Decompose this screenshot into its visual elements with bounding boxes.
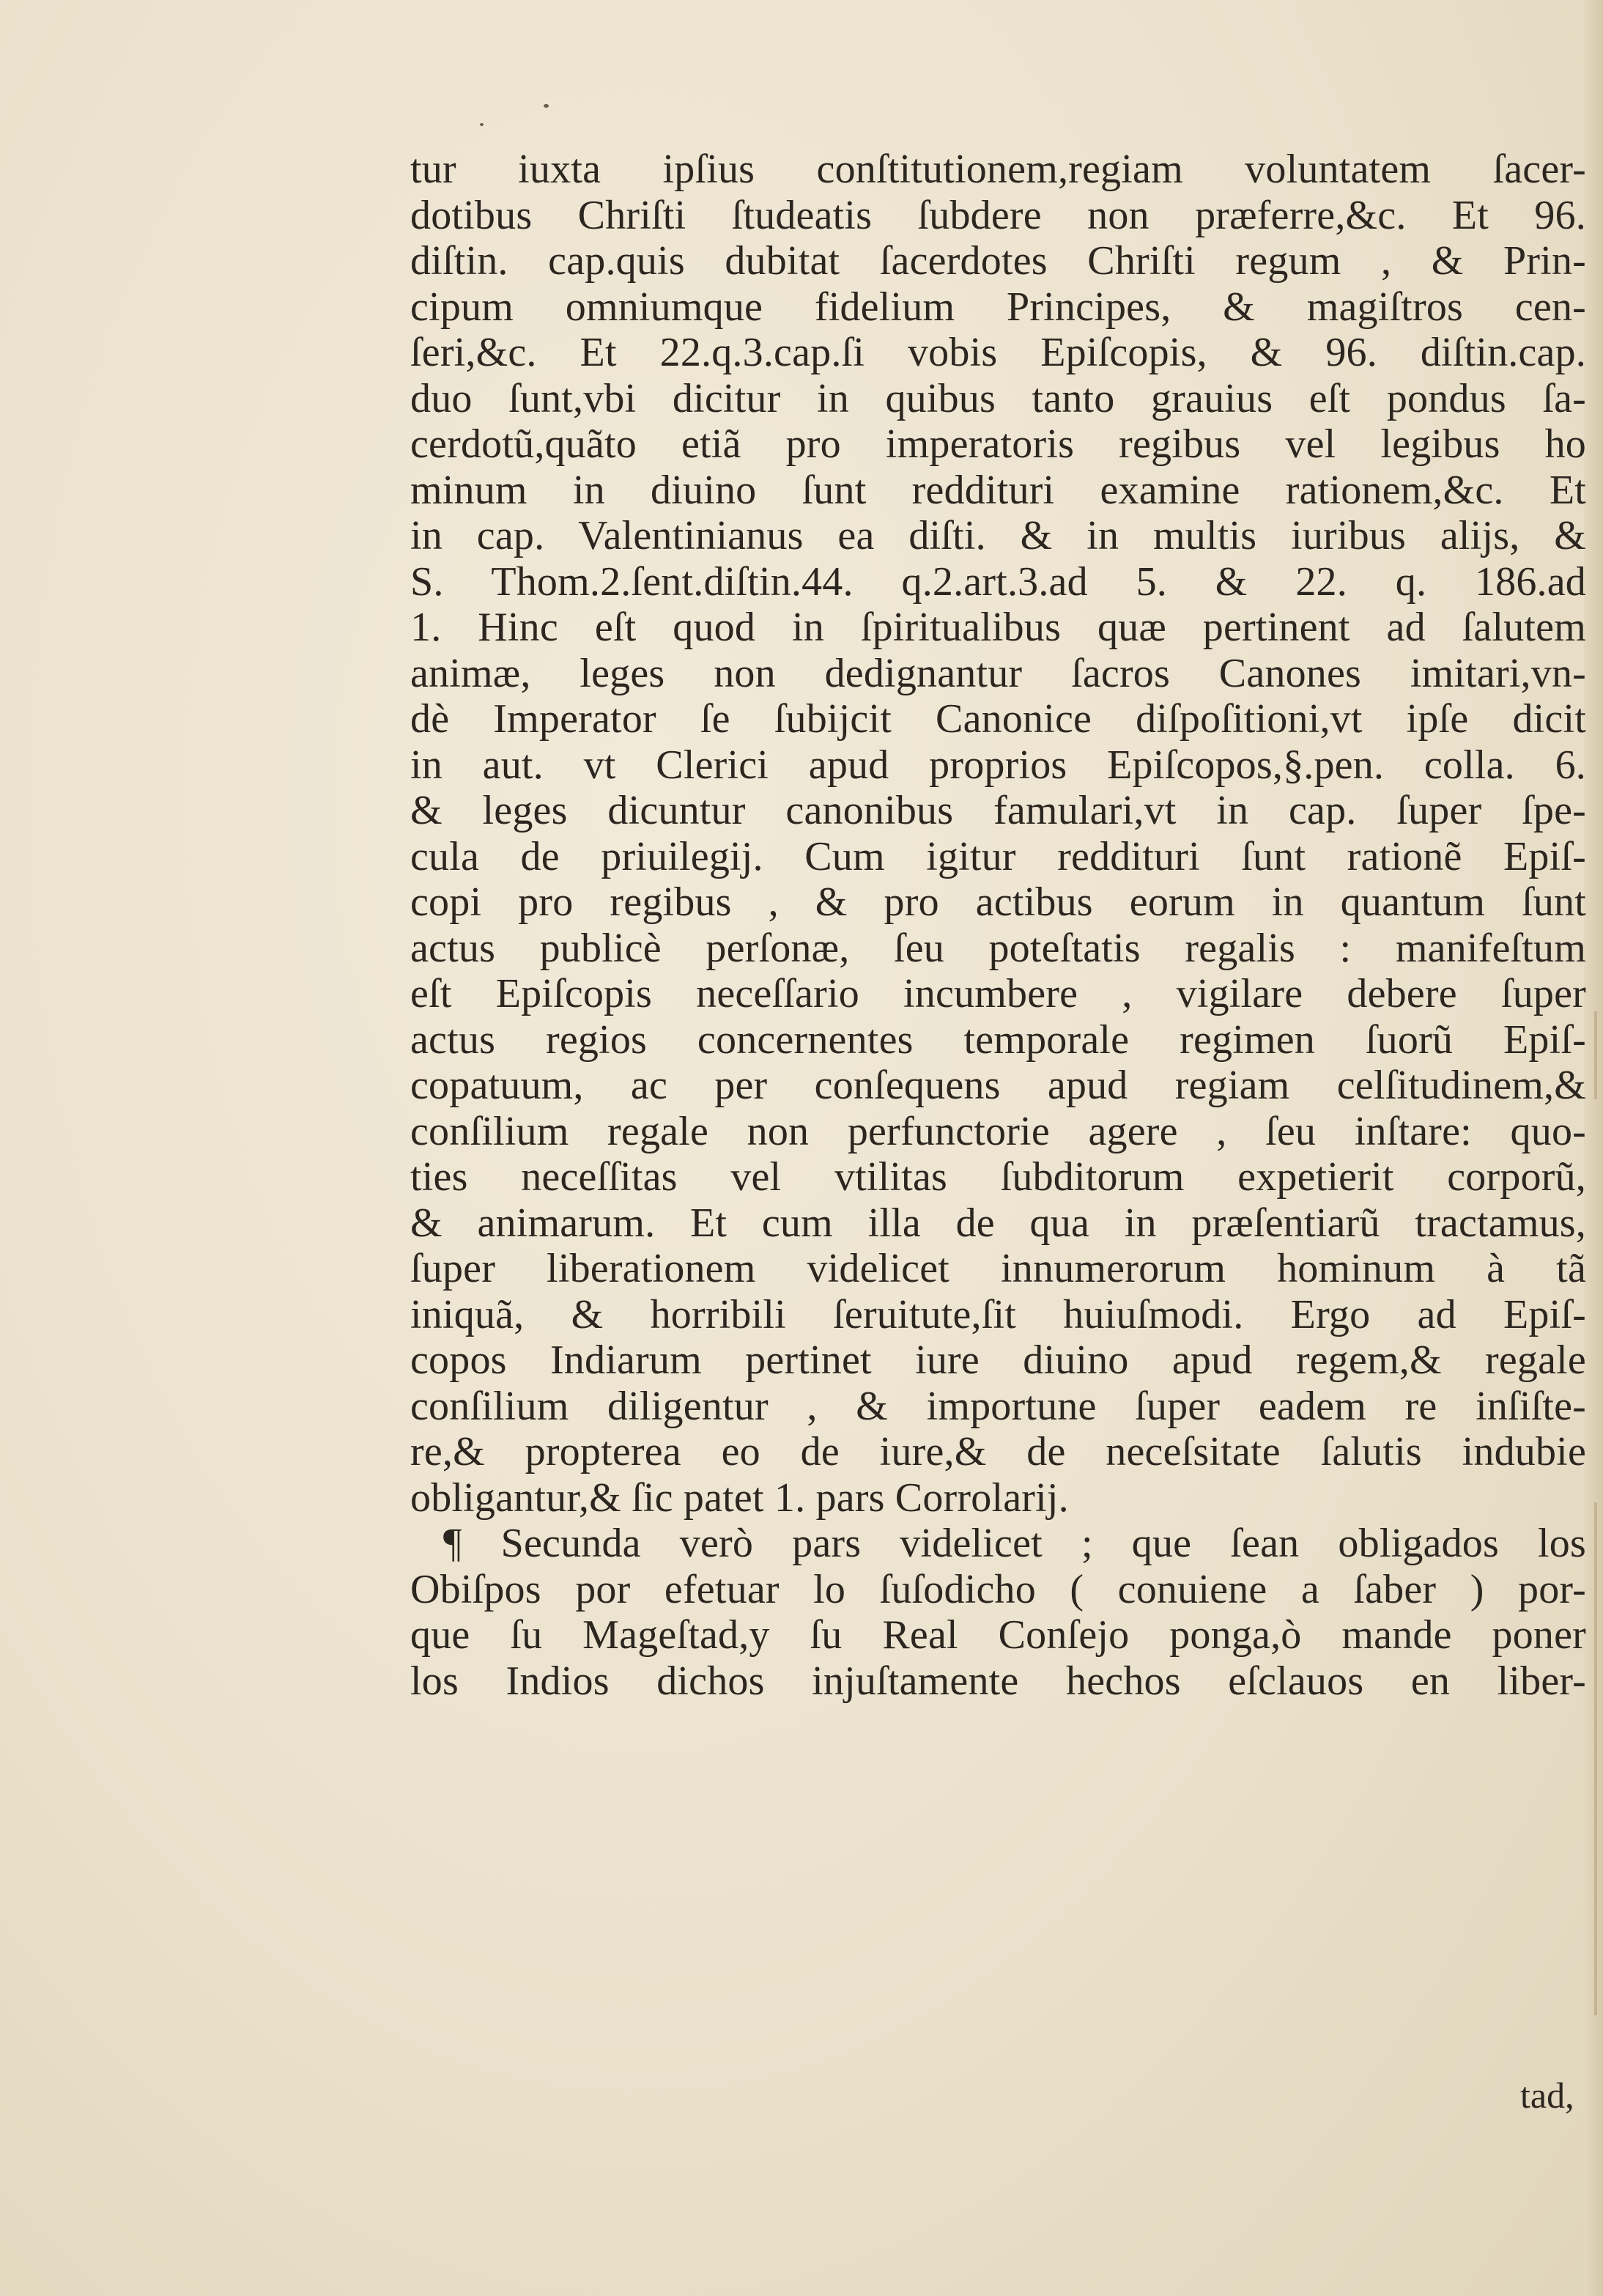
text-line: ſuper liberationem videlicet innumerorum hominum à tã xyxy=(410,1246,1586,1291)
text-line: dè Imperator ſe ſubijcit Canonice diſpoſitioni,vt ipſe dicit xyxy=(410,696,1586,742)
text-line: eſt Epiſcopis neceſſario incumbere , vigilare debere ſuper xyxy=(410,971,1586,1016)
text-line: & animarum. Et cum illa de qua in præſentiarũ tractamus, xyxy=(410,1200,1586,1246)
ink-speck xyxy=(480,123,484,126)
text-line: conſilium diligentur , & importune ſuper eadem re inſiſte- xyxy=(410,1383,1586,1429)
text-line: los Indios dichos injuſtamente hechos eſclauos en liber- xyxy=(410,1658,1586,1704)
text-line: minum in diuino ſunt reddituri examine rationem,&c. Et xyxy=(410,467,1586,513)
ink-speck xyxy=(544,104,549,108)
text-line: dotibus Chriſti ſtudeatis ſubdere non præferre,&c. Et 96. xyxy=(410,192,1586,238)
page-edge-mark xyxy=(1594,1502,1597,2015)
text-line: cula de priuilegij. Cum igitur reddituri ſunt rationẽ Epiſ- xyxy=(410,833,1586,879)
text-line: obligantur,& ſic patet 1. pars Corrolarij. xyxy=(410,1474,1069,1521)
text-line: & leges dicuntur canonibus famulari,vt in cap. ſuper ſpe- xyxy=(410,788,1586,833)
text-line: diſtin. cap.quis dubitat ſacerdotes Chriſti regum , & Prin- xyxy=(410,238,1586,284)
catchword: tad, xyxy=(1520,2075,1574,2116)
text-line: ¶ Secunda verò pars videlicet ; que ſean obligados los xyxy=(443,1521,1586,1566)
text-line: iniquã, & horribili ſeruitute,ſit huiuſmodi. Ergo ad Epiſ- xyxy=(410,1291,1586,1337)
text-line: que ſu Mageſtad,y ſu Real Conſejo ponga,ò mande poner xyxy=(410,1612,1586,1658)
text-line: copatuum, ac per conſequens apud regiam celſitudinem,& xyxy=(410,1063,1586,1108)
text-line: in cap. Valentinianus ea diſti. & in multis iuribus alijs, & xyxy=(410,513,1586,558)
text-line: ties neceſſitas vel vtilitas ſubditorum expetierit corporũ, xyxy=(410,1154,1586,1200)
text-line: copos Indiarum pertinet iure diuino apud regem,& regale xyxy=(410,1337,1586,1383)
text-line: actus regios concernentes temporale regimen ſuorũ Epiſ- xyxy=(410,1016,1586,1063)
text-line: duo ſunt,vbi dicitur in quibus tanto grauius eſt pondus ſa- xyxy=(410,375,1586,421)
text-line: S. Thom.2.ſent.diſtin.44. q.2.art.3.ad 5. & 22. q. 186.ad xyxy=(410,558,1586,605)
text-line: cerdotũ,quãto etiã pro imperatoris regibus vel legibus ho xyxy=(410,421,1586,467)
text-line: actus publicè perſonæ, ſeu poteſtatis regalis : manifeſtum xyxy=(410,925,1586,971)
page-edge xyxy=(1584,0,1603,2296)
page-edge-mark xyxy=(1594,1011,1597,1099)
text-line: in aut. vt Clerici apud proprios Epiſcopos,§.pen. colla. 6. xyxy=(410,742,1586,788)
text-line: copi pro regibus , & pro actibus eorum in quantum ſunt xyxy=(410,879,1586,925)
text-line: conſilium regale non perfunctorie agere , ſeu inſtare: quo- xyxy=(410,1108,1586,1154)
text-line: re,& propterea eo de iure,& de neceſsitate ſalutis indubie xyxy=(410,1429,1586,1474)
text-line: 1. Hinc eſt quod in ſpiritualibus quæ pertinent ad ſalutem xyxy=(410,605,1586,650)
text-line: tur iuxta ipſius conſtitutionem,regiam voluntatem ſacer- xyxy=(410,147,1586,192)
text-line: Obiſpos por efetuar lo ſuſodicho ( conuiene a ſaber ) por- xyxy=(410,1566,1586,1612)
text-line: cipum omniumque fidelium Principes, & magiſtros cen- xyxy=(410,284,1586,330)
text-line: ſeri,&c. Et 22.q.3.cap.ſi vobis Epiſcopis, & 96. diſtin.cap. xyxy=(410,330,1586,375)
text-line: animæ, leges non dedignantur ſacros Canones imitari,vn- xyxy=(410,650,1586,696)
body-text xyxy=(410,147,1586,1704)
